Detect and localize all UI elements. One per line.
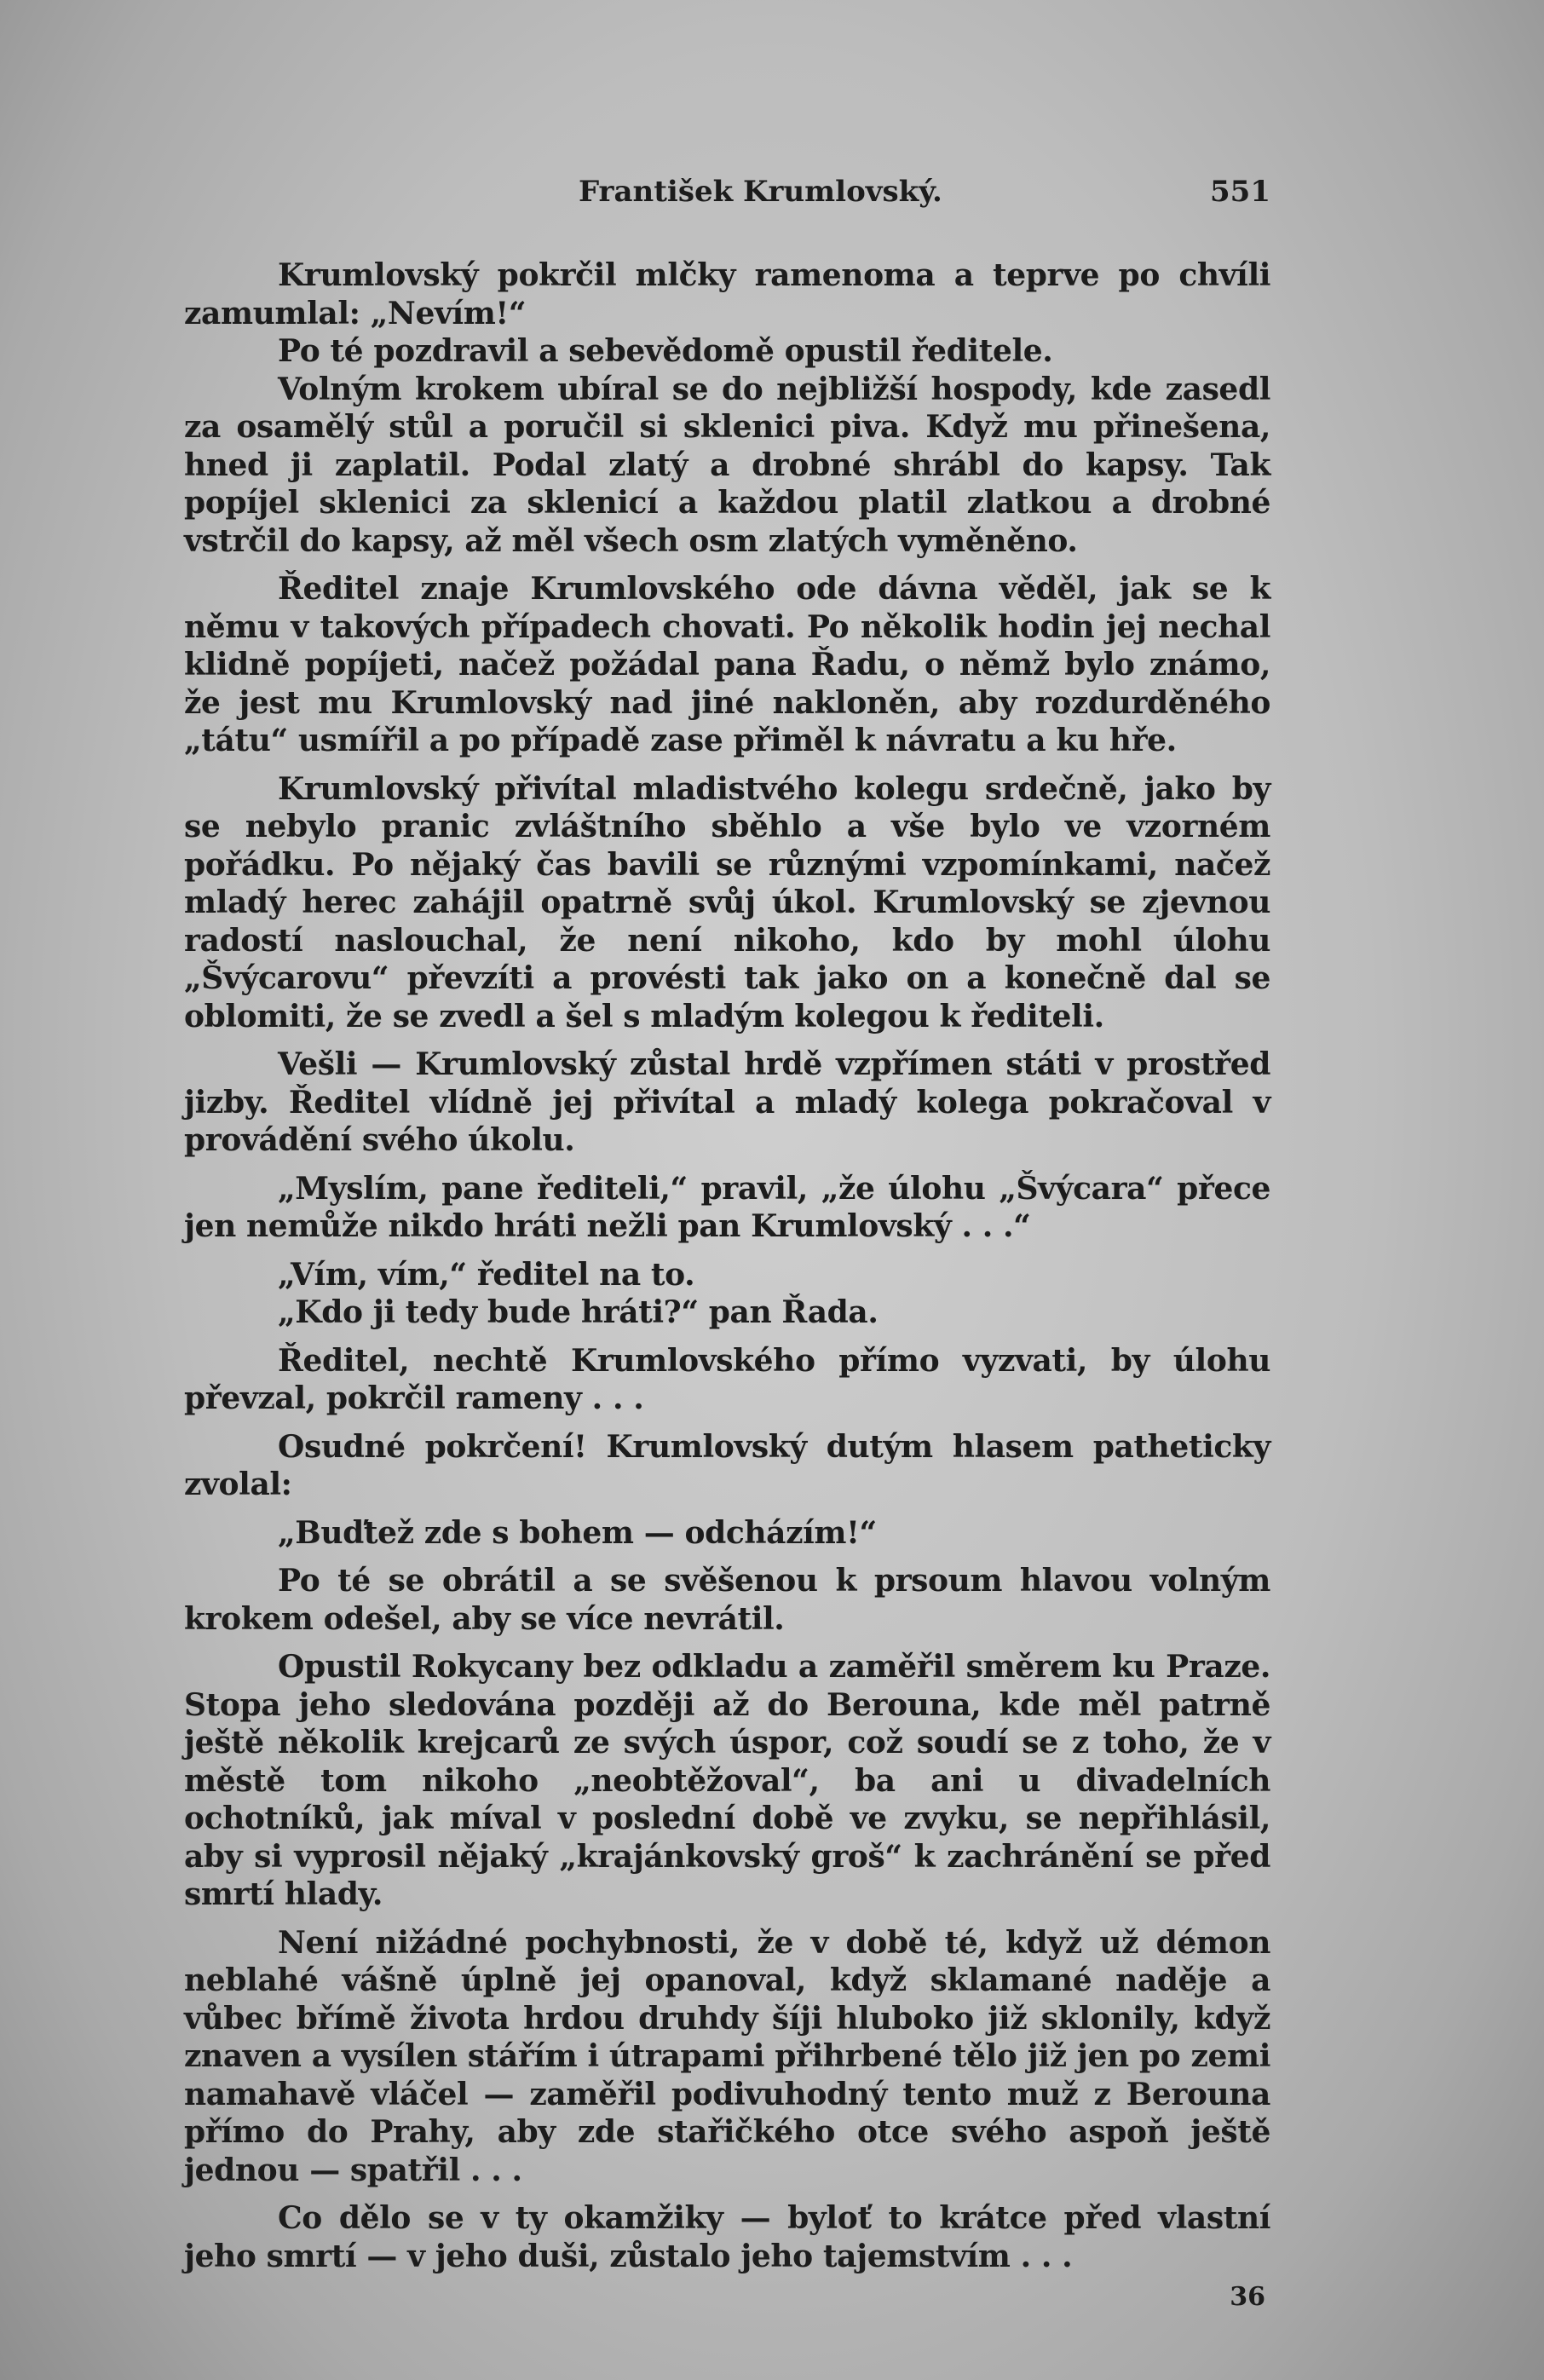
- paragraph: „Myslím, pane řediteli,“ pravil, „že úlohu „Švýcara“ přece jen nemůže nikdo hráti nežli pan Krumlovský . . .“: [184, 1170, 1270, 1244]
- paragraph: Není nižádné pochybnosti, že v době té, když už démon neblahé vášně úplně jej opanoval, když sklamané naděje a vůbec břímě života hrdou druhdy šíji hluboko již sklonily, když znaven a vysílen stářím i útrapami přihrbené tělo již jen po zemi namahavě vláčel — zaměřil podivuhodný tento muž z Berouna přímo do Prahy, aby zde stařičkého otce svého aspoň ještě jednou — spatřil . . .: [184, 1924, 1270, 2188]
- paragraph: Po té pozdravil a sebevědomě opustil ředitele.: [278, 333, 1053, 369]
- paragraph: Opustil Rokycany bez odkladu a zaměřil směrem ku Praze. Stopa jeho sledována později až do Berouna, kde měl patrně ještě několik krejcarů ze svých úspor, což soudí se z toho, že v městě tom nikoho „neobtěžoval“, ba ani u divadelních ochotníků, jak míval v poslední době ve zvyku, se nepřihlásil, aby si vyprosil nějaký „krajánkovský groš“ k zachránění se před smrtí hlady.: [184, 1649, 1270, 1912]
- paragraph: Vešli — Krumlovský zůstal hrdě vzpřímen státi v prostřed jizby. Ředitel vlídně jej přivítal a mladý kolega pokračoval v provádění svého úkolu.: [184, 1046, 1270, 1158]
- paragraph: Ředitel znaje Krumlovského ode dávna věděl, jak se k němu v takových případech chovati. Po několik hodin jej nechal klidně popíjeti, načež požádal pana Řadu, o němž bylo známo, že jest mu Krumlovský nad jiné nakloněn, aby rozdurděného „tátu“ usmířil a po případě zase přiměl k návratu a ku hře.: [184, 571, 1270, 758]
- paragraph: Ředitel, nechtě Krumlovského přímo vyzvati, by úlohu převzal, pokrčil rameny . . .: [184, 1342, 1270, 1416]
- paragraph: Osudné pokrčení! Krumlovský dutým hlasem patheticky zvolal:: [184, 1428, 1270, 1502]
- paragraph: „Kdo ji tedy bude hráti?“ pan Řada.: [278, 1294, 879, 1330]
- paragraph: „Vím, vím,“ ředitel na to.: [278, 1256, 695, 1293]
- page-number: 551: [1210, 175, 1270, 209]
- paragraph: Volným krokem ubíral se do nejbližší hospody, kde zasedl za osamělý stůl a poručil si sklenici piva. Když mu přinešena, hned ji zaplatil. Podal zlatý a drobné shrábl do kapsy. Tak popíjel sklenici za sklenicí a každou platil zlatkou a drobné vstrčil do kapsy, až měl všech osm zlatých vyměněno.: [184, 371, 1270, 559]
- paragraph: „Buďtež zde s bohem — odcházím!“: [278, 1514, 877, 1551]
- running-head: [184, 175, 1270, 217]
- paragraph: Co dělo se v ty okamžiky — byloť to krátce před vlastní jeho smrtí — v jeho duši, zůstalo jeho tajemstvím . . .: [184, 2200, 1270, 2274]
- paragraph: Krumlovský pokrčil mlčky ramenoma a teprve po chvíli zamumlal: „Nevím!“: [184, 257, 1270, 331]
- running-title: František Krumlovský.: [579, 175, 942, 209]
- signature-mark: 36: [1230, 2282, 1265, 2312]
- page-text-block: [184, 175, 1270, 2312]
- paragraph: Krumlovský přivítal mladistvého kolegu srdečně, jako by se nebylo pranic zvláštního sběhlo a vše bylo ve vzorném pořádku. Po nějaký čas bavili se různými vzpomínkami, načež mladý herec zahájil opatrně svůj úkol. Krumlovský se zjevnou radostí naslouchal, že není nikoho, kdo by mohl úlohu „Švýcarovu“ převzíti a provésti tak jako on a konečně dal se oblomiti, že se zvedl a šel s mladým kolegou k řediteli.: [184, 770, 1270, 1034]
- paragraph: Po té se obrátil a se svěšenou k prsoum hlavou volným krokem odešel, aby se více nevrátil.: [184, 1563, 1270, 1637]
- body-text: [184, 256, 1270, 2275]
